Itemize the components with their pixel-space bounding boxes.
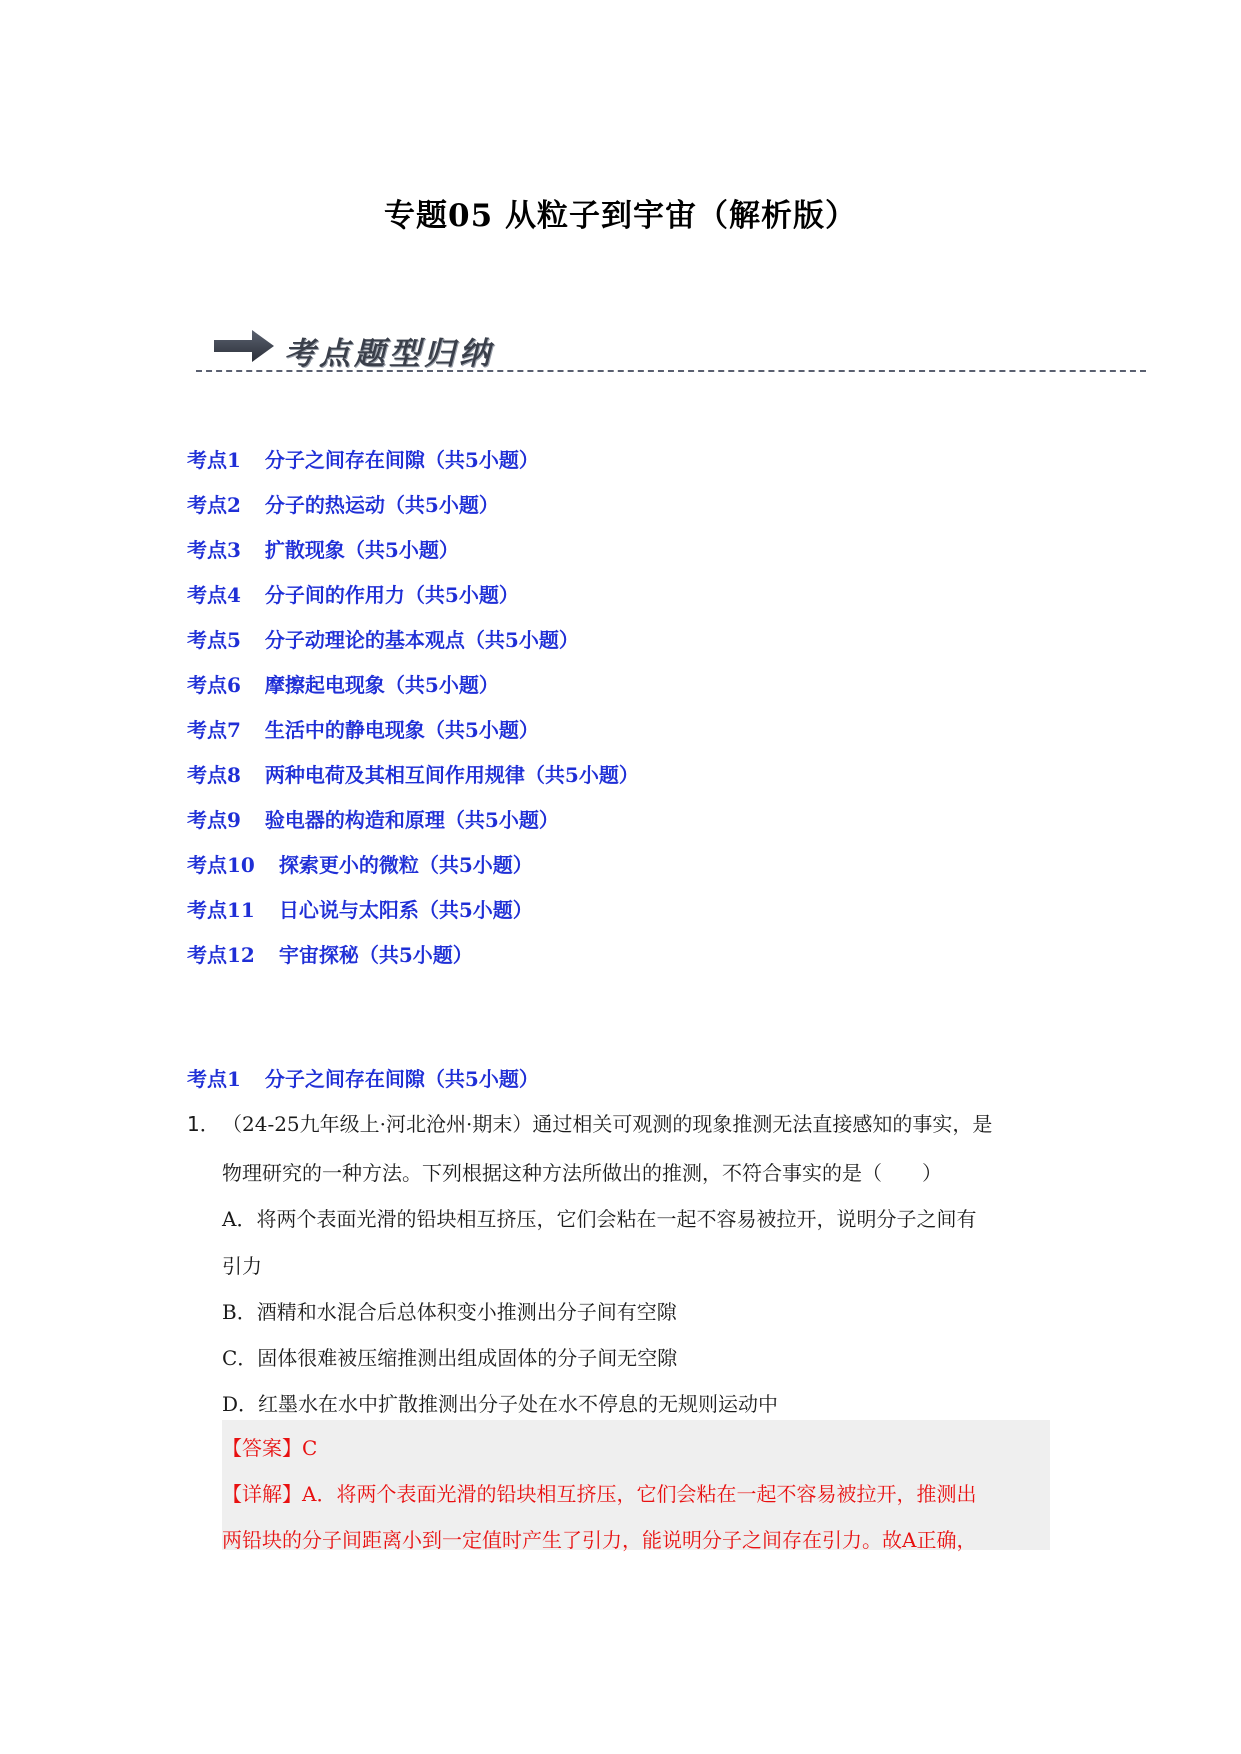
question-number: 1． (187, 1112, 220, 1136)
toc-item[interactable]: 考点1 分子之间存在间隙（共5小题） (187, 448, 539, 472)
question-stem-line-2: 物理研究的一种方法。下列根据这种方法所做出的推测，不符合事实的是（ ） (222, 1161, 942, 1185)
answer-label: 【答案】C (222, 1436, 318, 1460)
section-heading: 考点1 分子之间存在间隙（共5小题） (187, 1067, 539, 1091)
toc-item[interactable]: 考点11 日心说与太阳系（共5小题） (187, 898, 533, 922)
toc-item[interactable]: 考点5 分子动理论的基本观点（共5小题） (187, 628, 579, 652)
option-c: C．固体很难被压缩推测出组成固体的分子间无空隙 (222, 1346, 678, 1370)
detail-line-1: 【详解】A．将两个表面光滑的铅块相互挤压，它们会粘在一起不容易被拉开，推测出 (222, 1482, 977, 1506)
option-d: D．红墨水在水中扩散推测出分子处在水不停息的无规则运动中 (222, 1392, 779, 1416)
page-title: 专题05 从粒子到宇宙（解析版） (384, 198, 857, 234)
option-b: B．酒精和水混合后总体积变小推测出分子间有空隙 (222, 1300, 677, 1324)
banner-divider (196, 370, 1146, 372)
toc-item[interactable]: 考点4 分子间的作用力（共5小题） (187, 583, 519, 607)
question-stem-line-1: （24-25九年级上·河北沧州·期末）通过相关可观测的现象推测无法直接感知的事实，是 (222, 1112, 993, 1136)
toc-item[interactable]: 考点3 扩散现象（共5小题） (187, 538, 459, 562)
option-a-continued: 引力 (222, 1254, 262, 1278)
option-a: A．将两个表面光滑的铅块相互挤压，它们会粘在一起不容易被拉开，说明分子之间有 (222, 1207, 977, 1231)
banner-title: 考点题型归纳 (284, 336, 494, 372)
toc-list (187, 445, 639, 985)
detail-line-2: 两铅块的分子间距离小到一定值时产生了引力，能说明分子之间存在引力。故A正确， (222, 1528, 977, 1552)
toc-item[interactable]: 考点8 两种电荷及其相互间作用规律（共5小题） (187, 763, 639, 787)
toc-item[interactable]: 考点12 宇宙探秘（共5小题） (187, 943, 473, 967)
toc-item[interactable]: 考点9 验电器的构造和原理（共5小题） (187, 808, 559, 832)
toc-item[interactable]: 考点7 生活中的静电现象（共5小题） (187, 718, 539, 742)
section-banner (196, 320, 1146, 380)
toc-item[interactable]: 考点6 摩擦起电现象（共5小题） (187, 673, 499, 697)
toc-item[interactable]: 考点2 分子的热运动（共5小题） (187, 493, 499, 517)
right-arrow-icon (214, 328, 276, 368)
toc-item[interactable]: 考点10 探索更小的微粒（共5小题） (187, 853, 533, 877)
